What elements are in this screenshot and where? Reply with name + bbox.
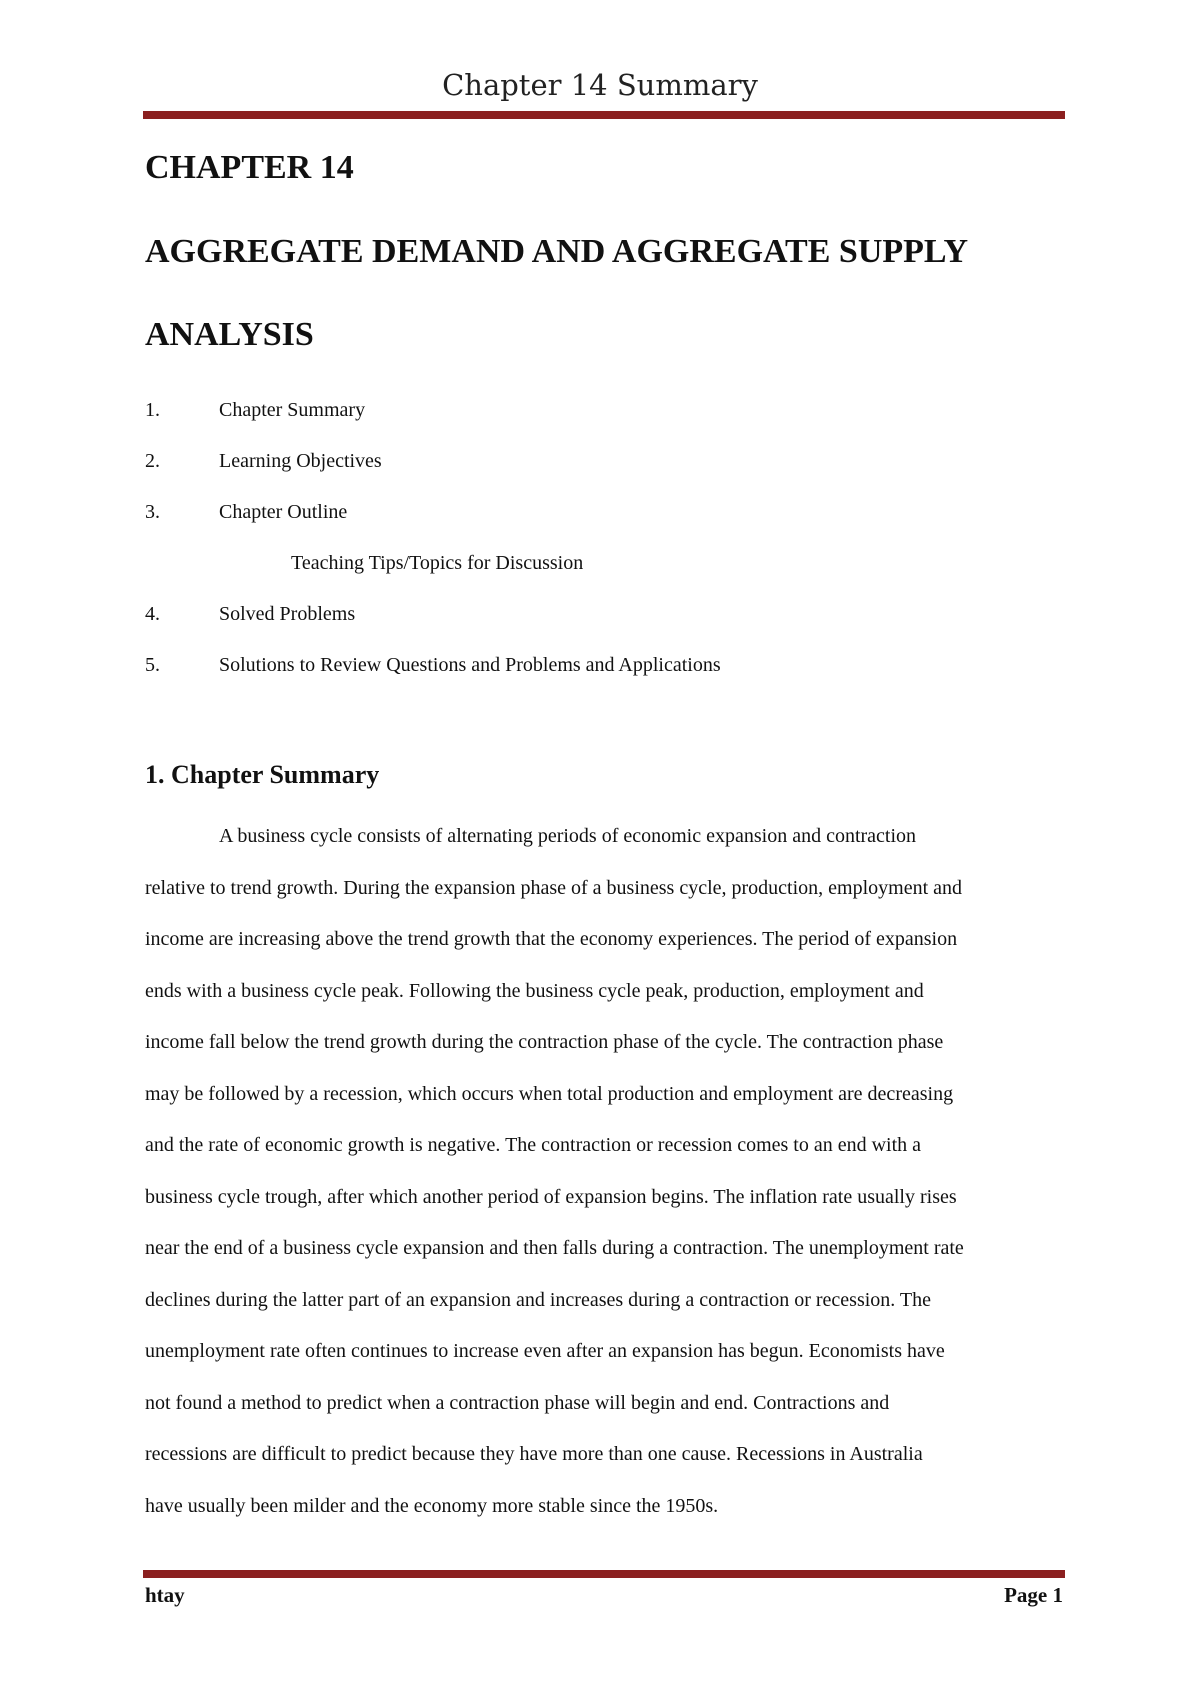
chapter-label: CHAPTER 14 bbox=[145, 149, 354, 186]
toc-item bbox=[145, 449, 1065, 500]
toc-label: Learning Objectives bbox=[219, 450, 382, 472]
table-of-contents bbox=[145, 398, 1065, 704]
toc-label: Chapter Outline bbox=[219, 501, 348, 523]
toc-sub-label: Teaching Tips/Topics for Discussion bbox=[291, 552, 584, 574]
chapter-title-line: ANALYSIS bbox=[145, 316, 314, 353]
toc-number: 5. bbox=[145, 654, 160, 676]
paragraph-line: declines during the latter part of an expansion and increases during a contraction or recession. The bbox=[145, 1288, 932, 1311]
toc-subitem bbox=[145, 551, 1065, 602]
toc-number: 4. bbox=[145, 603, 160, 625]
paragraph-line: recessions are difficult to predict because they have more than one cause. Recessions in Australia bbox=[145, 1443, 923, 1465]
paragraph-line: ends with a business cycle peak. Following the business cycle peak, production, employment and bbox=[145, 979, 924, 1002]
paragraph-line: have usually been milder and the economy more stable since the 1950s. bbox=[145, 1494, 719, 1517]
page-number: Page 1 bbox=[1004, 1583, 1063, 1607]
toc-number: 1. bbox=[145, 399, 160, 421]
paragraph-line: business cycle trough, after which another period of expansion begins. The inflation rate usually rises bbox=[145, 1185, 957, 1208]
paragraph-line: income are increasing above the trend growth that the economy experiences. The period of expansion bbox=[145, 928, 958, 950]
toc-item bbox=[145, 398, 1065, 449]
toc-label: Chapter Summary bbox=[219, 399, 366, 421]
summary-paragraph bbox=[145, 824, 1065, 1545]
paragraph-line: near the end of a business cycle expansion and then falls during a contraction. The unemployment rate bbox=[145, 1237, 964, 1259]
toc-number: 2. bbox=[145, 450, 160, 472]
paragraph-line: A business cycle consists of alternating periods of economic expansion and contraction bbox=[219, 825, 917, 847]
toc-label: Solved Problems bbox=[219, 603, 356, 625]
footer-rule bbox=[143, 1570, 1065, 1578]
toc-label: Solutions to Review Questions and Problems and Applications bbox=[219, 654, 721, 676]
paragraph-line: may be followed by a recession, which occurs when total production and employment are decreasing bbox=[145, 1082, 954, 1105]
paragraph-line: income fall below the trend growth during the contraction phase of the cycle. The contraction phase bbox=[145, 1031, 944, 1053]
paragraph-line: relative to trend growth. During the expansion phase of a business cycle, production, employment and bbox=[145, 876, 963, 899]
section-heading: 1. Chapter Summary bbox=[145, 760, 380, 789]
paragraph-line: unemployment rate often continues to increase even after an expansion has begun. Economists have bbox=[145, 1340, 945, 1362]
page-header-title: Chapter 14 Summary bbox=[442, 68, 758, 102]
toc-item bbox=[145, 653, 1065, 704]
paragraph-line: and the rate of economic growth is negative. The contraction or recession comes to an end with a bbox=[145, 1134, 922, 1156]
header-rule bbox=[143, 111, 1065, 119]
toc-number: 3. bbox=[145, 501, 160, 523]
toc-item bbox=[145, 602, 1065, 653]
toc-item bbox=[145, 500, 1065, 551]
chapter-title-line: AGGREGATE DEMAND AND AGGREGATE SUPPLY bbox=[145, 233, 969, 270]
paragraph-line: not found a method to predict when a contraction phase will begin and end. Contractions and bbox=[145, 1391, 890, 1414]
footer-author: htay bbox=[145, 1583, 185, 1607]
